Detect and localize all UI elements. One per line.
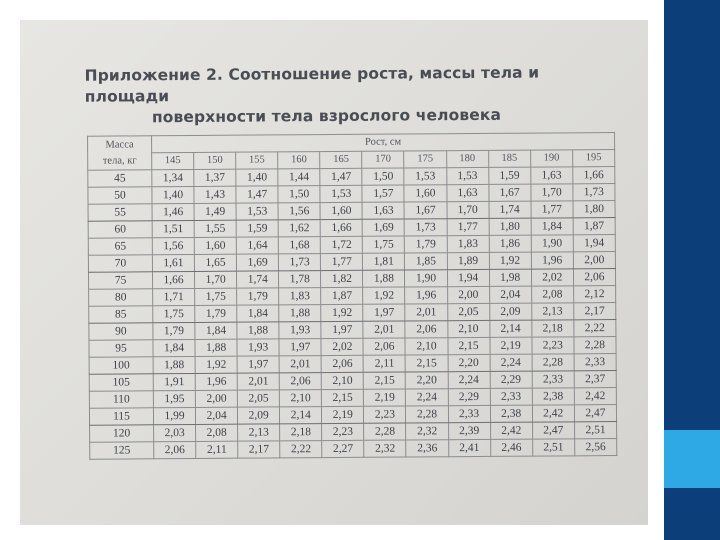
- mass-cell: 125: [90, 442, 154, 459]
- area-value-cell: 2,24: [448, 371, 490, 388]
- area-value-cell: 1,91: [153, 373, 195, 390]
- area-value-cell: 2,28: [574, 337, 616, 354]
- area-value-cell: 1,47: [320, 168, 362, 185]
- area-value-cell: 1,53: [446, 167, 488, 184]
- area-value-cell: 1,93: [237, 339, 279, 356]
- page-title: [85, 62, 605, 129]
- area-value-cell: 2,42: [532, 405, 574, 422]
- area-value-cell: 2,15: [364, 372, 406, 389]
- mass-cell: 85: [89, 306, 153, 323]
- mass-cell: 70: [88, 255, 152, 272]
- area-value-cell: 2,09: [489, 303, 531, 320]
- area-value-cell: 2,27: [322, 440, 364, 457]
- area-value-cell: 2,29: [448, 388, 490, 405]
- area-value-cell: 1,60: [320, 202, 362, 219]
- area-value-cell: 2,42: [490, 422, 532, 439]
- area-value-cell: 1,66: [320, 219, 362, 236]
- area-value-cell: 1,74: [237, 271, 279, 288]
- area-value-cell: 1,86: [489, 235, 531, 252]
- area-value-cell: 1,66: [152, 271, 194, 288]
- area-value-cell: 2,32: [364, 440, 406, 457]
- area-value-cell: 1,69: [237, 254, 279, 271]
- area-value-cell: 2,23: [532, 337, 574, 354]
- area-value-cell: 1,80: [489, 218, 531, 235]
- mass-cell: 60: [88, 221, 152, 238]
- area-value-cell: 1,73: [279, 254, 321, 271]
- area-value-cell: 1,88: [237, 322, 279, 339]
- area-value-cell: 2,17: [573, 303, 615, 320]
- area-value-cell: 1,96: [405, 287, 447, 304]
- area-value-cell: 1,53: [404, 168, 446, 185]
- area-value-cell: 1,34: [152, 169, 194, 186]
- area-value-cell: 1,88: [195, 339, 237, 356]
- area-value-cell: 1,61: [152, 254, 194, 271]
- document-photo: [20, 20, 648, 525]
- mass-cell: 100: [89, 357, 153, 374]
- area-value-cell: 1,70: [195, 271, 237, 288]
- area-value-cell: 1,49: [194, 203, 236, 220]
- area-value-cell: 2,28: [364, 423, 406, 440]
- area-value-cell: 1,63: [362, 202, 404, 219]
- area-value-cell: 1,95: [153, 390, 195, 407]
- area-value-cell: 2,09: [238, 407, 280, 424]
- area-value-cell: 1,67: [489, 184, 531, 201]
- title-line-1: Приложение 2. Соотношение роста, массы тела и площади: [84, 63, 540, 106]
- area-value-cell: 1,79: [195, 305, 237, 322]
- area-value-cell: 1,79: [237, 288, 279, 305]
- area-value-cell: 2,05: [237, 390, 279, 407]
- area-value-cell: 2,01: [279, 356, 321, 373]
- mass-header-line-2: тела, кг: [102, 154, 137, 167]
- area-value-cell: 1,70: [447, 201, 489, 218]
- mass-cell: 55: [88, 204, 152, 221]
- area-value-cell: 2,51: [574, 422, 616, 439]
- area-value-cell: 1,60: [404, 185, 446, 202]
- mass-cell: 115: [89, 408, 153, 425]
- area-value-cell: 1,77: [321, 253, 363, 270]
- area-value-cell: 2,39: [448, 422, 490, 439]
- area-value-cell: 2,02: [321, 338, 363, 355]
- mass-cell: 80: [89, 289, 153, 306]
- area-value-cell: 2,00: [573, 252, 615, 269]
- area-value-cell: 2,56: [574, 439, 616, 456]
- area-value-cell: 1,94: [573, 235, 615, 252]
- area-value-cell: 2,32: [406, 423, 448, 440]
- area-value-cell: 1,83: [279, 288, 321, 305]
- area-value-cell: 2,06: [405, 321, 447, 338]
- area-value-cell: 1,68: [278, 237, 320, 254]
- area-value-cell: 2,04: [196, 407, 238, 424]
- area-value-cell: 2,38: [490, 405, 532, 422]
- area-value-cell: 1,88: [279, 305, 321, 322]
- area-value-cell: 1,88: [153, 356, 195, 373]
- area-value-cell: 1,87: [321, 287, 363, 304]
- area-value-cell: 2,11: [363, 355, 405, 372]
- area-value-cell: 2,41: [448, 439, 490, 456]
- area-value-cell: 1,98: [489, 269, 531, 286]
- area-value-cell: 2,42: [574, 388, 616, 405]
- area-value-cell: 1,50: [278, 186, 320, 203]
- title-line-2: поверхности тела взрослого человека: [151, 105, 502, 127]
- area-value-cell: 2,04: [489, 286, 531, 303]
- area-value-cell: 1,92: [321, 304, 363, 321]
- area-value-cell: 1,85: [405, 253, 447, 270]
- mass-header-line-1: Масса: [105, 138, 134, 151]
- area-value-cell: 1,67: [404, 202, 446, 219]
- area-value-cell: 1,53: [320, 185, 362, 202]
- area-value-cell: 1,43: [194, 186, 236, 203]
- area-value-cell: 1,40: [236, 169, 278, 186]
- area-value-cell: 2,03: [154, 424, 196, 441]
- area-value-cell: 2,06: [154, 441, 196, 458]
- area-value-cell: 2,14: [280, 407, 322, 424]
- area-value-cell: 2,20: [406, 372, 448, 389]
- slide-background: [0, 0, 20, 540]
- area-value-cell: 2,19: [322, 406, 364, 423]
- area-value-cell: 2,12: [573, 286, 615, 303]
- area-value-cell: 1,69: [363, 219, 405, 236]
- area-value-cell: 1,96: [531, 252, 573, 269]
- area-value-cell: 1,57: [362, 185, 404, 202]
- area-value-cell: 1,92: [489, 252, 531, 269]
- area-value-cell: 2,47: [532, 422, 574, 439]
- area-value-cell: 2,36: [406, 440, 448, 457]
- area-value-cell: 1,92: [195, 356, 237, 373]
- height-header-cell: 145: [152, 152, 194, 169]
- area-value-cell: 2,19: [364, 389, 406, 406]
- area-value-cell: 1,77: [531, 201, 573, 218]
- area-value-cell: 1,81: [363, 253, 405, 270]
- area-value-cell: 1,90: [405, 270, 447, 287]
- height-header-cell: 175: [404, 151, 446, 168]
- mass-column-header: [88, 136, 152, 170]
- mass-cell: 50: [88, 187, 152, 204]
- area-value-cell: 2,18: [532, 320, 574, 337]
- area-value-cell: 1,73: [405, 219, 447, 236]
- area-value-cell: 1,97: [321, 321, 363, 338]
- area-value-cell: 2,22: [574, 320, 616, 337]
- height-header-cell: 180: [446, 150, 488, 167]
- area-value-cell: 2,15: [448, 337, 490, 354]
- area-value-cell: 2,23: [322, 423, 364, 440]
- area-value-cell: 2,23: [364, 406, 406, 423]
- area-value-cell: 2,33: [490, 388, 532, 405]
- area-value-cell: 2,10: [280, 390, 322, 407]
- area-value-cell: 1,62: [278, 220, 320, 237]
- area-value-cell: 2,10: [447, 320, 489, 337]
- area-value-cell: 1,94: [447, 269, 489, 286]
- mass-cell: 65: [88, 238, 152, 255]
- area-value-cell: 1,84: [237, 305, 279, 322]
- area-value-cell: 2,28: [406, 406, 448, 423]
- area-value-cell: 1,66: [573, 167, 615, 184]
- area-value-cell: 2,28: [532, 354, 574, 371]
- area-value-cell: 2,51: [532, 439, 574, 456]
- height-header-cell: 150: [194, 152, 236, 169]
- area-value-cell: 1,97: [237, 356, 279, 373]
- area-value-cell: 1,64: [236, 237, 278, 254]
- area-value-cell: 1,63: [446, 184, 488, 201]
- area-value-cell: 1,47: [236, 186, 278, 203]
- area-value-cell: 1,89: [447, 252, 489, 269]
- area-value-cell: 2,17: [238, 441, 280, 458]
- area-value-cell: 1,55: [194, 220, 236, 237]
- area-value-cell: 1,77: [447, 218, 489, 235]
- area-value-cell: 1,93: [279, 322, 321, 339]
- area-value-cell: 2,00: [195, 390, 237, 407]
- area-value-cell: 2,15: [406, 355, 448, 372]
- area-value-cell: 2,37: [574, 371, 616, 388]
- area-value-cell: 2,06: [573, 269, 615, 286]
- area-value-cell: 2,08: [196, 424, 238, 441]
- slide-right-accent: [664, 430, 720, 488]
- area-value-cell: 1,65: [194, 254, 236, 271]
- area-value-cell: 1,74: [489, 201, 531, 218]
- area-value-cell: 1,75: [195, 288, 237, 305]
- height-header-cell: 185: [488, 150, 530, 167]
- area-value-cell: 2,01: [237, 373, 279, 390]
- area-value-cell: 1,40: [152, 186, 194, 203]
- body-surface-area-table: [87, 132, 617, 460]
- area-value-cell: 1,99: [153, 407, 195, 424]
- area-value-cell: 2,06: [321, 355, 363, 372]
- area-value-cell: 1,72: [321, 236, 363, 253]
- area-value-cell: 1,90: [531, 235, 573, 252]
- area-value-cell: 2,33: [574, 354, 616, 371]
- area-value-cell: 1,97: [363, 304, 405, 321]
- area-value-cell: 1,75: [363, 236, 405, 253]
- area-value-cell: 2,20: [448, 354, 490, 371]
- height-header-cell: 160: [278, 152, 320, 169]
- height-header-cell: 190: [530, 150, 572, 167]
- area-value-cell: 2,24: [406, 389, 448, 406]
- area-value-cell: 2,01: [405, 304, 447, 321]
- area-value-cell: 1,46: [152, 203, 194, 220]
- area-value-cell: 1,97: [279, 339, 321, 356]
- height-header-cell: 155: [236, 152, 278, 169]
- area-value-cell: 1,92: [363, 287, 405, 304]
- area-value-cell: 1,44: [278, 169, 320, 186]
- area-value-cell: 2,06: [279, 373, 321, 390]
- area-value-cell: 1,56: [152, 237, 194, 254]
- area-value-cell: 2,05: [447, 303, 489, 320]
- area-value-cell: 1,75: [153, 305, 195, 322]
- table-body: [88, 167, 617, 460]
- area-value-cell: 1,70: [531, 184, 573, 201]
- mass-cell: 90: [89, 323, 153, 340]
- mass-cell: 75: [88, 272, 152, 289]
- area-value-cell: 1,79: [405, 236, 447, 253]
- area-value-cell: 2,01: [363, 321, 405, 338]
- height-header-cell: 165: [320, 151, 362, 168]
- area-value-cell: 2,29: [490, 371, 532, 388]
- area-value-cell: 1,73: [573, 184, 615, 201]
- area-value-cell: 2,47: [574, 405, 616, 422]
- area-value-cell: 1,80: [573, 201, 615, 218]
- area-value-cell: 2,14: [489, 320, 531, 337]
- area-value-cell: 1,96: [195, 373, 237, 390]
- area-value-cell: 2,00: [447, 286, 489, 303]
- area-value-cell: 2,10: [322, 372, 364, 389]
- area-value-cell: 1,59: [488, 167, 530, 184]
- area-value-cell: 1,59: [236, 220, 278, 237]
- area-value-cell: 2,10: [405, 338, 447, 355]
- height-group-header: Рост, см: [152, 133, 615, 153]
- area-value-cell: 2,11: [196, 441, 238, 458]
- area-value-cell: 2,13: [238, 424, 280, 441]
- area-value-cell: 1,84: [531, 218, 573, 235]
- area-value-cell: 1,84: [195, 322, 237, 339]
- area-value-cell: 1,84: [153, 339, 195, 356]
- area-value-cell: 1,60: [194, 237, 236, 254]
- area-value-cell: 1,79: [153, 322, 195, 339]
- area-value-cell: 1,78: [279, 271, 321, 288]
- area-value-cell: 1,51: [152, 220, 194, 237]
- area-value-cell: 2,33: [532, 371, 574, 388]
- mass-cell: 45: [88, 170, 152, 187]
- area-value-cell: 1,87: [573, 218, 615, 235]
- area-value-cell: 1,56: [278, 203, 320, 220]
- area-value-cell: 2,19: [490, 337, 532, 354]
- area-value-cell: 2,38: [532, 388, 574, 405]
- area-value-cell: 2,22: [280, 441, 322, 458]
- mass-cell: 110: [89, 391, 153, 408]
- area-value-cell: 2,46: [490, 439, 532, 456]
- area-value-cell: 2,08: [531, 286, 573, 303]
- area-value-cell: 2,15: [322, 389, 364, 406]
- mass-cell: 95: [89, 340, 153, 357]
- area-value-cell: 2,18: [280, 424, 322, 441]
- area-value-cell: 2,13: [531, 303, 573, 320]
- area-value-cell: 1,63: [530, 167, 572, 184]
- area-value-cell: 2,33: [448, 405, 490, 422]
- area-value-cell: 2,02: [531, 269, 573, 286]
- area-value-cell: 1,50: [362, 168, 404, 185]
- area-value-cell: 2,06: [363, 338, 405, 355]
- area-value-cell: 1,37: [194, 169, 236, 186]
- book-page: [20, 20, 648, 525]
- area-value-cell: 2,24: [490, 354, 532, 371]
- area-value-cell: 1,53: [236, 203, 278, 220]
- area-value-cell: 1,88: [363, 270, 405, 287]
- height-header-cell: 170: [362, 151, 404, 168]
- mass-cell: 120: [90, 425, 154, 442]
- area-value-cell: 1,82: [321, 270, 363, 287]
- area-value-cell: 1,71: [153, 288, 195, 305]
- area-value-cell: 1,83: [447, 235, 489, 252]
- table-row: [90, 439, 617, 460]
- mass-cell: 105: [89, 374, 153, 391]
- height-header-cell: 195: [572, 150, 614, 167]
